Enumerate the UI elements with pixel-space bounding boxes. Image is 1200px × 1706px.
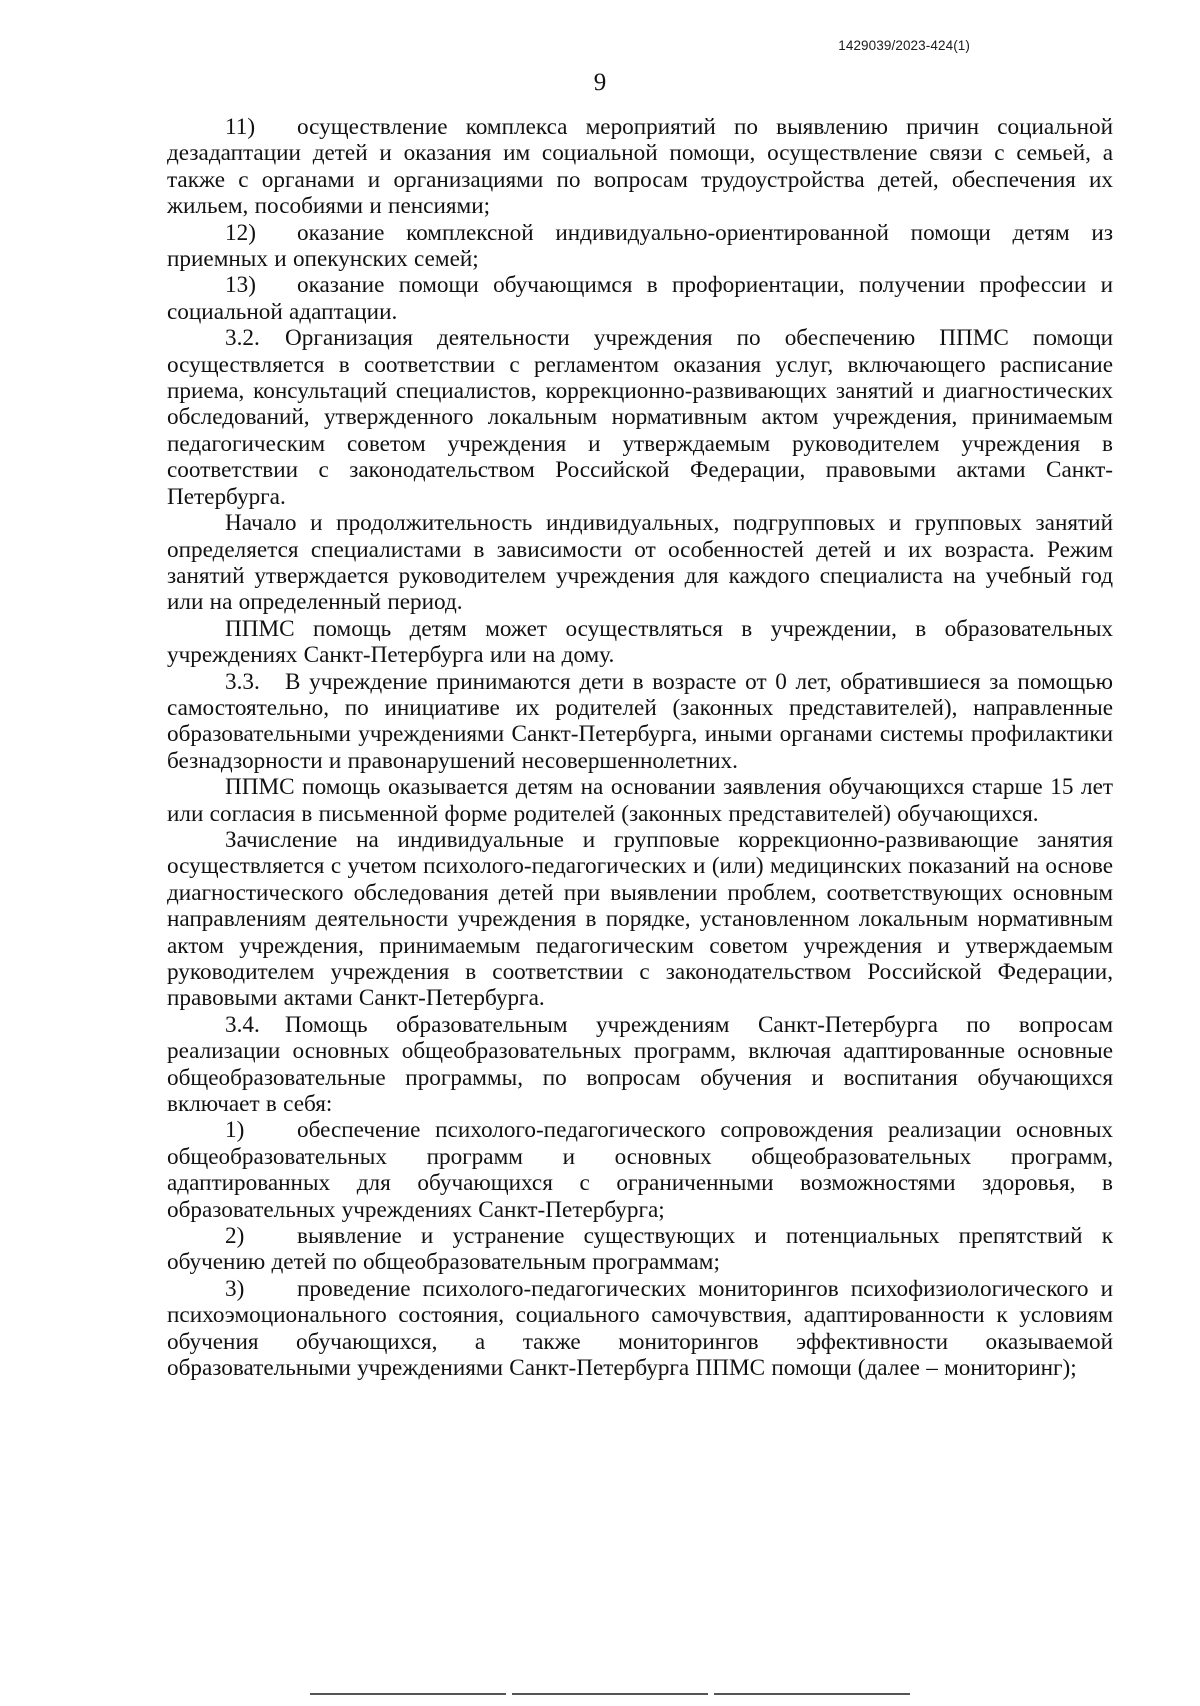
paragraph-location: [167, 616, 1113, 669]
paragraph-text: Начало и продолжительность индивидуальных, подгрупповых и групповых занятий определяется специалистами в зависимости от особенностей детей и их возраста. Режим занятий утверждается руководителем учреждения для каждого специалиста на учебный год или на определенный период.: [167, 510, 1113, 616]
item-number: 2): [225, 1223, 245, 1250]
paragraph-item-3: [167, 1276, 1113, 1382]
item-number: 11): [225, 114, 256, 140]
footer-rule-segment: [512, 1693, 708, 1695]
paragraph-item-11: [167, 114, 1113, 220]
paragraph-text: осуществление комплекса мероприятий по выявлению причин социальной дезадаптации детей и оказания им социальной помощи, осуществление связи с семьей, а также с органами и организациями по вопросам трудоустройства детей, обеспечения их жильем, пособиями и пенсиями;: [167, 114, 1113, 220]
paragraph-consent: [167, 774, 1113, 827]
paragraph-text: оказание комплексной индивидуально-ориентированной помощи детям из приемных и опекунских семей;: [167, 219, 1113, 273]
item-number: 12): [225, 219, 256, 246]
paragraph-section-3-2: [167, 325, 1113, 510]
paragraph-text: Организация деятельности учреждения по обеспечению ППМС помощи осуществляется в соответствии с регламентом оказания услуг, включающего расписание приема, консультаций специалистов, коррекционно-развивающих занятий и диагностических обследований, утвержденного локальным нормативным актом учреждения, принимаемым педагогическим советом учреждения и утверждаемым руководителем учреждения в соответствии с законодательством Российской Федерации, правовыми актами Санкт-Петербурга.: [167, 325, 1113, 510]
paragraph-text: ППМС помощь детям может осуществляться в учреждении, в образовательных учреждениях Санкт-Петербурга или на дому.: [167, 615, 1113, 669]
paragraph-text: Помощь образовательным учреждениям Санкт-Петербурга по вопросам реализации основных общеобразовательных программ, включая адаптированные основные общеобразовательные программы, по вопросам обучения и воспитания обучающихся включает в себя:: [167, 1011, 1113, 1118]
paragraph-section-3-4: [167, 1012, 1113, 1118]
document-id: 1429039/2023-424(1): [838, 38, 970, 53]
page-number: 9: [593, 69, 607, 96]
section-number: 3.2.: [225, 325, 260, 352]
paragraph-schedule: [167, 510, 1113, 616]
paragraph-section-3-3: [167, 669, 1113, 775]
paragraph-item-13: [167, 272, 1113, 325]
section-number: 3.3.: [225, 668, 260, 695]
paragraph-text: выявление и устранение существующих и потенциальных препятствий к обучению детей по общеобразовательным программам;: [167, 1223, 1113, 1276]
paragraph-item-12: [167, 220, 1113, 273]
paragraph-item-1: [167, 1117, 1113, 1223]
section-number: 3.4.: [225, 1011, 260, 1038]
paragraph-text: ППМС помощь оказывается детям на основании заявления обучающихся старше 15 лет или согласия в письменной форме родителей (законных представителей) обучающихся.: [167, 774, 1113, 827]
paragraph-text: оказание помощи обучающимся в профориентации, получении профессии и социальной адаптации.: [167, 272, 1113, 325]
item-number: 13): [225, 272, 256, 299]
footer-rule: [310, 1693, 910, 1696]
paragraph-text: проведение психолого-педагогических мониторингов психофизиологического и психоэмоционального состояния, социального самочувствия, адаптированности к условиям обучения обучающихся, а также мониторингов эффективности оказываемой образовательными учреждениями Санкт-Петербурга ППМС помощи (далее – мониторинг);: [167, 1275, 1113, 1382]
document-body: [167, 114, 1113, 1382]
paragraph-text: Зачисление на индивидуальные и групповые коррекционно-развивающие занятия осуществляется с учетом психолого-педагогических и (или) медицинских показаний на основе диагностического обследования детей при выявлении проблем, соответствующих основным направлениям деятельности учреждения в порядке, установленном локальным нормативным актом учреждения, принимаемым педагогическим советом учреждения и утверждаемым руководителем учреждения в соответствии с законодательством Российской Федерации, правовыми актами Санкт-Петербурга.: [167, 826, 1113, 1012]
footer-rule-segment: [310, 1693, 506, 1695]
item-number: 1): [225, 1117, 245, 1144]
paragraph-enrollment: [167, 827, 1113, 1012]
item-number: 3): [225, 1275, 245, 1302]
paragraph-text: обеспечение психолого-педагогического сопровождения реализации основных общеобразовательных программ и основных общеобразовательных программ, адаптированных для обучающихся с ограниченными возможностями здоровья, в образовательных учреждениях Санкт-Петербурга;: [167, 1117, 1113, 1223]
footer-rule-segment: [714, 1693, 910, 1695]
paragraph-text: В учреждение принимаются дети в возрасте от 0 лет, обратившиеся за помощью самостоятельно, по инициативе их родителей (законных представителей), направленные образовательными учреждениями Санкт-Петербурга, иными органами системы профилактики безнадзорности и правонарушений несовершеннолетних.: [167, 668, 1113, 774]
paragraph-item-2: [167, 1223, 1113, 1276]
